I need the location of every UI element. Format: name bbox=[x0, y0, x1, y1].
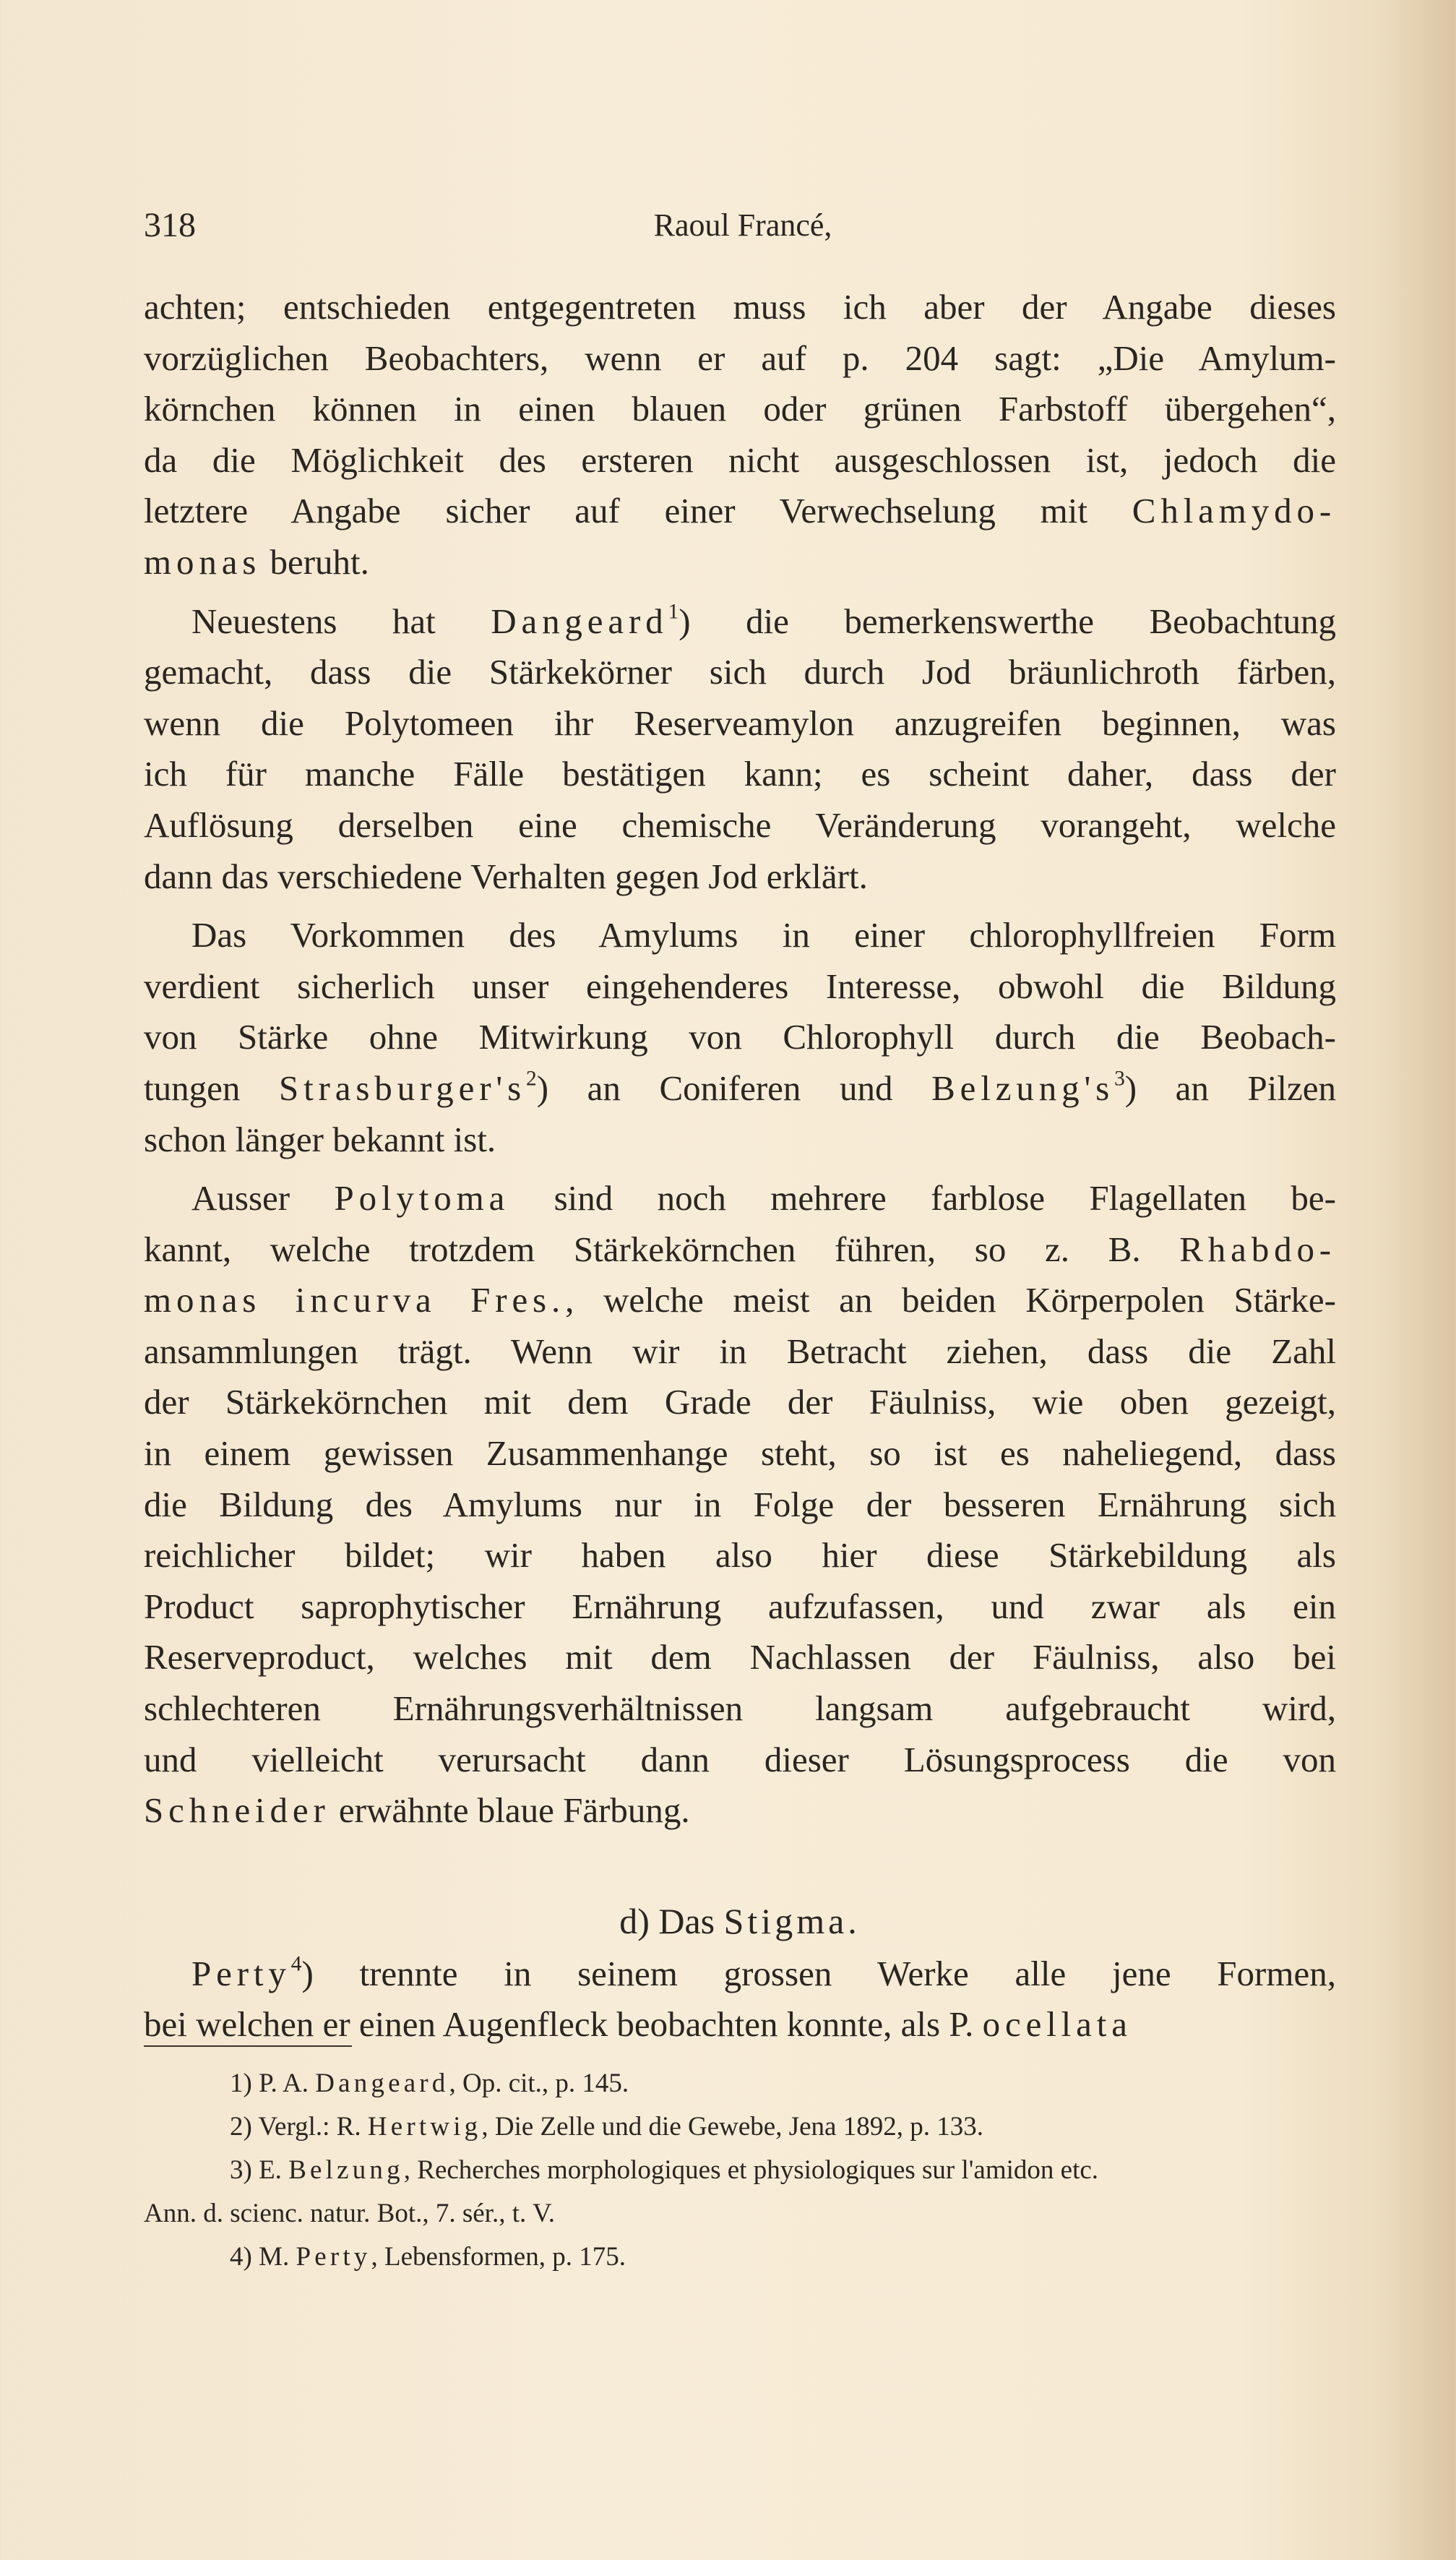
text-line bbox=[144, 1530, 1336, 1581]
text-line bbox=[144, 1632, 1336, 1683]
footnote-ref: 4 bbox=[290, 1952, 302, 1976]
text-run: ) an Pilzen bbox=[1124, 1068, 1336, 1108]
text-run: Das Vorkommen des Amylums in einer chlorophyllfreien Form bbox=[191, 915, 1336, 955]
text-line bbox=[144, 486, 1336, 537]
spaced-name: Belzung bbox=[288, 2155, 404, 2185]
text-run: ich für manche Fälle bestätigen kann; es scheint daher, dass der bbox=[144, 754, 1336, 794]
spaced-name: Dangeard bbox=[491, 601, 668, 641]
spaced-name: Schneider bbox=[144, 1790, 330, 1831]
text-line bbox=[144, 1114, 1336, 1166]
text-run: tungen bbox=[144, 1068, 279, 1108]
text-run: wenn die Polytomeen ihr Reserveamylon anzugreifen beginnen, was bbox=[144, 703, 1336, 743]
text-run: beruht. bbox=[261, 541, 369, 582]
text-run: erwähnte blaue Färbung. bbox=[329, 1790, 690, 1831]
footnote bbox=[144, 2235, 1336, 2279]
text-run: dann das verschiedene Verhalten gegen Jod erklärt. bbox=[144, 856, 868, 896]
text-run: ansammlungen trägt. Wenn wir in Betracht ziehen, dass die Zahl bbox=[144, 1331, 1336, 1371]
text-run: der Stärkekörnchen mit dem Grade der Fäulniss, wie oben gezeigt, bbox=[144, 1382, 1336, 1422]
text-run: , Die Zelle und die Gewebe, Jena 1892, p. 133. bbox=[481, 2112, 983, 2142]
page-number: 318 bbox=[144, 206, 196, 244]
text-run: ) die bemerkenswerthe Beobachtung bbox=[679, 601, 1336, 641]
text-line bbox=[144, 910, 1336, 961]
text-line bbox=[144, 596, 1336, 648]
text-run: Ann. d. scienc. natur. Bot., 7. sér., t. V. bbox=[144, 2199, 556, 2228]
paragraph bbox=[144, 1173, 1336, 1837]
text-line bbox=[144, 537, 1336, 588]
text-run: schon länger bekannt ist. bbox=[144, 1119, 496, 1159]
text-run: Neuestens hat bbox=[191, 601, 491, 641]
spaced-name: Perty bbox=[296, 2242, 371, 2272]
spaced-name: Strasburger's bbox=[278, 1068, 527, 1108]
text-line bbox=[144, 851, 1336, 903]
footnote-rule bbox=[144, 2045, 352, 2047]
footnote bbox=[144, 2149, 1336, 2192]
spaced-name: ocellata bbox=[982, 2004, 1132, 2045]
spaced-name: Rhabdo- bbox=[1179, 1229, 1336, 1269]
paragraphs-before-heading bbox=[144, 282, 1336, 1837]
running-head: Raoul Francé, bbox=[653, 207, 832, 243]
text-run: , Op. cit., p. 145. bbox=[449, 2069, 629, 2098]
text-line bbox=[144, 1377, 1336, 1428]
text-run: , welche meist an beiden Körperpolen Stärke- bbox=[565, 1280, 1336, 1320]
text-line bbox=[144, 698, 1336, 749]
text-run: und vielleicht verursacht dann dieser Lösungsprocess die von bbox=[144, 1739, 1336, 1779]
text-run: bei welchen er einen Augenfleck beobachten konnte, als P. bbox=[144, 2004, 983, 2045]
text-line bbox=[144, 1949, 1336, 2000]
body-text bbox=[144, 282, 1336, 2050]
footnote bbox=[144, 2192, 1336, 2235]
text-line bbox=[144, 1326, 1336, 1378]
text-run: Auflösung derselben eine chemische Veränderung vorangeht, welche bbox=[144, 804, 1336, 845]
text-line bbox=[144, 1999, 1336, 2050]
text-line bbox=[144, 282, 1336, 333]
text-line bbox=[144, 647, 1336, 698]
spaced-name: Perty bbox=[191, 1953, 291, 1993]
text-line bbox=[144, 800, 1336, 851]
footnote-ref: 1 bbox=[668, 599, 679, 623]
paragraphs-after-heading bbox=[144, 1949, 1336, 2050]
footnote bbox=[144, 2062, 1336, 2105]
footnotes bbox=[144, 2062, 1336, 2279]
text-run: von Stärke ohne Mitwirkung von Chlorophyll durch die Beobach- bbox=[144, 1017, 1336, 1057]
text-run: ) trennte in seinem grossen Werke alle jene Formen, bbox=[301, 1953, 1336, 1993]
text-run: Reserveproduct, welches mit dem Nachlassen der Fäulniss, also bei bbox=[144, 1637, 1336, 1678]
footnote-ref: 3 bbox=[1114, 1067, 1125, 1091]
text-line bbox=[144, 1479, 1336, 1531]
spaced-name: monas incurva Fres. bbox=[144, 1280, 566, 1320]
text-run: 3) E. bbox=[230, 2155, 289, 2185]
text-line bbox=[144, 1428, 1336, 1479]
text-line bbox=[144, 384, 1336, 435]
text-run: ) an Coniferen und bbox=[536, 1068, 932, 1108]
text-run: da die Möglichkeit des ersteren nicht ausgeschlossen ist, jedoch die bbox=[144, 439, 1336, 480]
text-line bbox=[144, 1012, 1336, 1063]
text-run: 2) Vergl.: R. bbox=[230, 2112, 368, 2142]
footnote-ref: 2 bbox=[526, 1067, 537, 1091]
text-line bbox=[144, 1224, 1336, 1276]
section-heading bbox=[144, 1894, 1336, 1949]
text-run: 1) P. A. bbox=[230, 2069, 316, 2098]
spaced-name: Hertwig bbox=[367, 2112, 482, 2142]
text-run: vorzüglichen Beobachters, wenn er auf p. 204 sagt: „Die Amylum- bbox=[144, 338, 1336, 378]
text-line bbox=[144, 961, 1336, 1013]
text-line bbox=[144, 1683, 1336, 1735]
text-run: reichlicher bildet; wir haben also hier diese Stärkebildung als bbox=[144, 1535, 1336, 1576]
text-line bbox=[144, 1785, 1336, 1837]
text-run: letztere Angabe sicher auf einer Verwechselung mit bbox=[144, 491, 1132, 531]
text-run: kannt, welche trotzdem Stärkekörnchen führen, so z. B. bbox=[144, 1229, 1180, 1269]
text-run: sind noch mehrere farblose Flagellaten be- bbox=[509, 1178, 1337, 1219]
text-line bbox=[144, 1581, 1336, 1633]
spaced-name: Stigma. bbox=[723, 1900, 861, 1941]
text-line bbox=[144, 435, 1336, 486]
spaced-name: Polytoma bbox=[334, 1178, 510, 1219]
spaced-name: monas bbox=[144, 541, 262, 582]
text-line bbox=[144, 1735, 1336, 1786]
text-run: , Lebensformen, p. 175. bbox=[371, 2242, 626, 2272]
text-run: 4) M. bbox=[230, 2242, 296, 2272]
text-line bbox=[144, 1275, 1336, 1326]
text-line bbox=[144, 749, 1336, 800]
paragraph bbox=[144, 282, 1336, 588]
text-run: d) Das bbox=[619, 1900, 724, 1941]
spaced-name: Chlamydo- bbox=[1132, 491, 1336, 531]
text-run: Ausser bbox=[191, 1178, 335, 1219]
text-line bbox=[144, 1173, 1336, 1224]
spaced-name: Dangeard bbox=[315, 2069, 449, 2098]
text-run: , Recherches morphologiques et physiologiques sur l'amidon etc. bbox=[403, 2155, 1099, 2185]
paragraph bbox=[144, 596, 1336, 903]
text-run: Product saprophytischer Ernährung aufzufassen, und zwar als ein bbox=[144, 1586, 1336, 1626]
text-run: verdient sicherlich unser eingehenderes Interesse, obwohl die Bildung bbox=[144, 966, 1336, 1006]
text-run: in einem gewissen Zusammenhange steht, so ist es naheliegend, dass bbox=[144, 1433, 1336, 1474]
text-line bbox=[144, 1063, 1336, 1114]
text-run: achten; entschieden entgegentreten muss ich aber der Angabe dieses bbox=[144, 287, 1336, 327]
text-line bbox=[144, 333, 1336, 385]
text-run: körnchen können in einen blauen oder grünen Farbstoff übergehen“, bbox=[144, 389, 1336, 429]
footnote bbox=[144, 2105, 1336, 2149]
paragraph bbox=[144, 910, 1336, 1165]
text-run: gemacht, dass die Stärkekörner sich durch Jod bräunlichroth färben, bbox=[144, 652, 1336, 692]
spaced-name: Belzung's bbox=[931, 1068, 1115, 1108]
text-run: die Bildung des Amylums nur in Folge der besseren Ernährung sich bbox=[144, 1484, 1336, 1524]
paragraph bbox=[144, 1949, 1336, 2050]
text-run: schlechteren Ernährungsverhältnissen langsam aufgebraucht wird, bbox=[144, 1688, 1336, 1729]
